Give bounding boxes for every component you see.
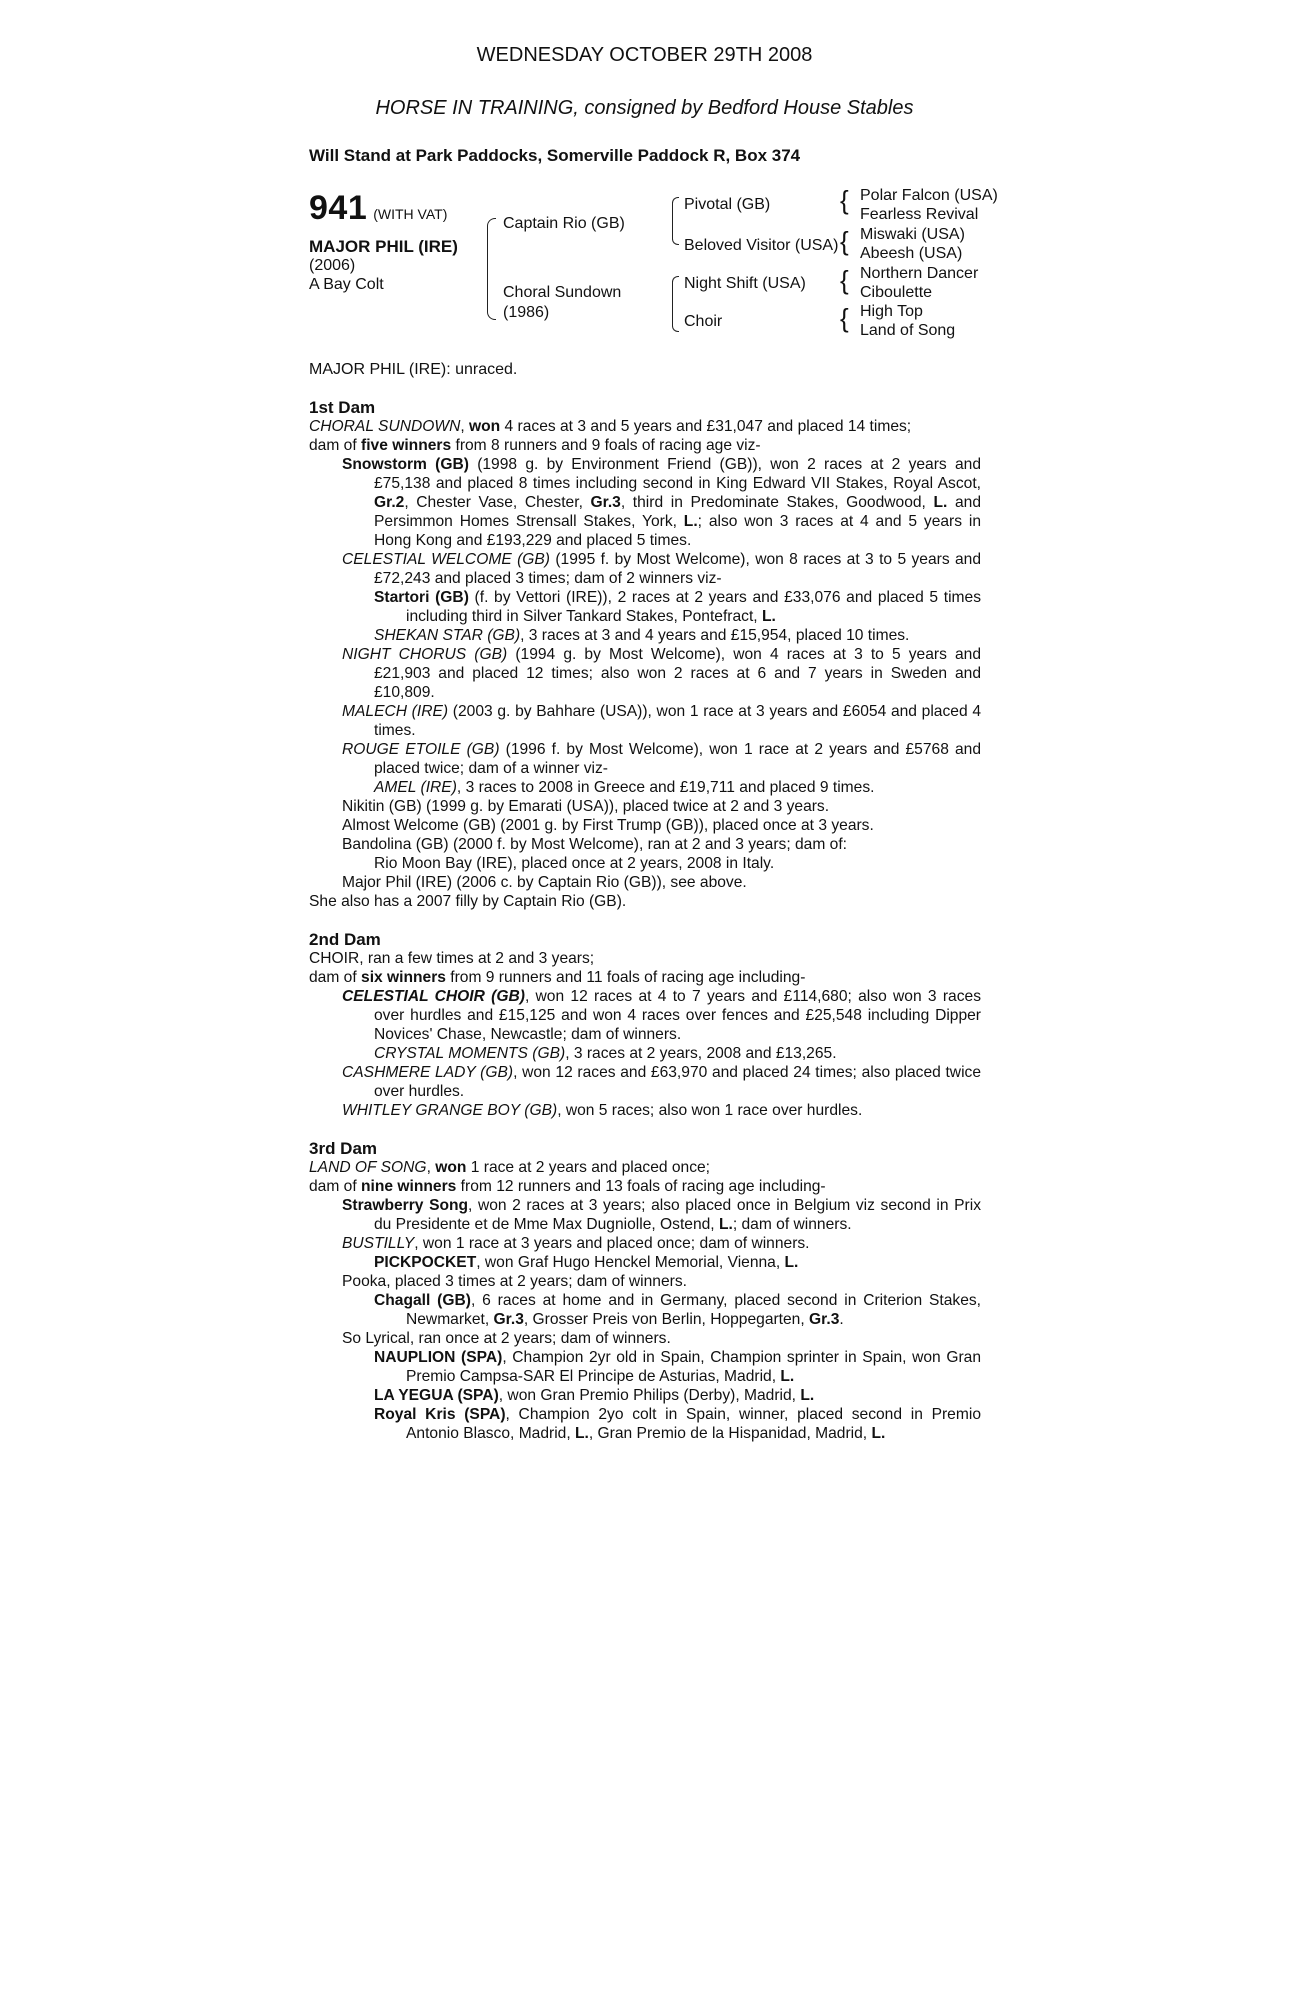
pedigree-dam-year: (1986) bbox=[503, 304, 550, 321]
text: ; dam of winners. bbox=[732, 1216, 852, 1233]
text: dam of bbox=[309, 437, 362, 454]
lot-heading bbox=[309, 189, 447, 228]
produce-name: SHEKAN STAR (GB) bbox=[374, 627, 521, 644]
pedigree-gg7: High Top bbox=[860, 303, 923, 320]
winners-count: nine winners bbox=[361, 1178, 457, 1195]
produce-name: Royal Kris (SPA) bbox=[374, 1406, 506, 1423]
text: and Persimmon Homes Strensall Stakes, York, bbox=[374, 494, 981, 530]
text: (f. by Vettori (IRE)), 2 races at 2 years and £33,076 and placed 5 times including third in Silver Tankard Stakes, Pontefract, bbox=[406, 589, 982, 625]
pedigree-brace-g4: { bbox=[840, 303, 849, 333]
produce-cashmere-lady bbox=[309, 1063, 981, 1101]
dam-name: LAND OF SONG bbox=[309, 1159, 427, 1176]
second-dam-summary: CHOIR, ran a few times at 2 and 3 years; bbox=[309, 950, 595, 967]
text: , won 1 race at 3 years and placed once; dam of winners. bbox=[414, 1235, 810, 1252]
winners-count: five winners bbox=[361, 437, 452, 454]
third-dam-summary: LAND OF SONG, won 1 race at 2 years and placed once; bbox=[309, 1159, 711, 1176]
pedigree-brace-g3: { bbox=[840, 265, 849, 295]
produce-bustilly bbox=[309, 1234, 981, 1253]
produce-name: WHITLEY GRANGE BOY (GB) bbox=[342, 1102, 558, 1119]
text: (1998 g. by Environment Friend (GB)), won 2 races at 2 years and £75,138 and placed 8 times including second in King Edward VII Stakes, Royal Ascot, bbox=[374, 456, 981, 492]
pedigree-gg6: Ciboulette bbox=[860, 284, 933, 301]
produce-crystal-moments bbox=[309, 1044, 981, 1063]
pedigree-gg4: Abeesh (USA) bbox=[860, 245, 963, 262]
produce-celestial-choir bbox=[309, 987, 981, 1044]
produce-shekan-star bbox=[309, 626, 981, 645]
spacer bbox=[309, 911, 981, 930]
produce-name: CELESTIAL WELCOME (GB) bbox=[342, 551, 550, 568]
dam-record: 4 races at 3 and 5 years and £31,047 and placed 14 times; bbox=[500, 418, 912, 435]
produce-name: ROUGE ETOILE (GB) bbox=[342, 741, 500, 758]
produce-name: Strawberry Song bbox=[342, 1197, 469, 1214]
pedigree-sire-dam: Beloved Visitor (USA) bbox=[684, 237, 839, 254]
produce-startori bbox=[309, 588, 981, 626]
horse-description: A Bay Colt bbox=[309, 276, 384, 293]
produce-rouge-etoile bbox=[309, 740, 981, 778]
pedigree-brace-sire bbox=[672, 197, 679, 245]
text: from 9 runners and 11 foals of racing age including- bbox=[445, 969, 806, 986]
pedigree-brace-g1: { bbox=[840, 185, 849, 215]
text: , third in Predominate Stakes, Goodwood, bbox=[620, 494, 934, 511]
pedigree-sire-sire: Pivotal (GB) bbox=[684, 196, 771, 213]
pedigree-dam-sire: Night Shift (USA) bbox=[684, 275, 806, 292]
dam-name: CHORAL SUNDOWN bbox=[309, 418, 461, 435]
text: (1994 g. by Most Welcome), won 4 races at 3 to 5 years and £21,903 and placed 12 times; also won 2 races at 6 and 7 years in Sweden and £10,809. bbox=[374, 646, 981, 701]
text: , won 2 races at 3 years; also placed once in Belgium viz second in Prix du Presidente et de Mme Max Dugniolle, Ostend, bbox=[374, 1197, 981, 1233]
vat-note: (WITH VAT) bbox=[373, 206, 448, 222]
first-dam-summary: CHORAL SUNDOWN, won 4 races at 3 and 5 years and £31,047 and placed 14 times; bbox=[309, 418, 912, 435]
pedigree-brace-g2: { bbox=[840, 226, 849, 256]
second-dam-heading: 2nd Dam bbox=[309, 930, 381, 949]
grade-label: Gr.2 bbox=[374, 494, 405, 511]
winners-count: six winners bbox=[361, 969, 446, 986]
grade-label: Gr.3 bbox=[493, 1311, 524, 1328]
produce-name: LA YEGUA (SPA) bbox=[374, 1387, 499, 1404]
produce-almost-welcome: Almost Welcome (GB) (2001 g. by First Trump (GB)), placed once at 3 years. bbox=[342, 817, 874, 834]
first-dam-produce-summary bbox=[309, 436, 981, 455]
produce-bandolina: Bandolina (GB) (2000 f. by Most Welcome), ran at 2 and 3 years; dam of: bbox=[342, 836, 848, 853]
pedigree-gg3: Miswaki (USA) bbox=[860, 226, 965, 243]
text: ; also won 3 races at 4 and 5 years in Hong Kong and £193,229 and placed 5 times. bbox=[374, 513, 982, 549]
pedigree-dam-dam: Choir bbox=[684, 313, 723, 330]
text: (1996 f. by Most Welcome), won 1 race at 2 years and £5768 and placed twice; dam of a winner viz- bbox=[374, 741, 981, 777]
produce-whitley-grange-boy bbox=[309, 1101, 981, 1120]
text: , Chester Vase, Chester, bbox=[404, 494, 591, 511]
produce-amel bbox=[309, 778, 981, 797]
produce-rio-moon-bay: Rio Moon Bay (IRE), placed once at 2 years, 2008 in Italy. bbox=[374, 855, 775, 872]
won-label: won bbox=[435, 1159, 467, 1176]
produce-chagall bbox=[309, 1291, 981, 1329]
text: dam of bbox=[309, 969, 362, 986]
lot-number: 941 bbox=[309, 189, 368, 227]
produce-name: MALECH (IRE) bbox=[342, 703, 449, 720]
produce-nauplion bbox=[309, 1348, 981, 1386]
sale-date: WEDNESDAY OCTOBER 29TH 2008 bbox=[476, 44, 813, 66]
text: , 3 races at 3 and 4 years and £15,954, placed 10 times. bbox=[520, 627, 910, 644]
produce-la-yegua bbox=[309, 1386, 981, 1405]
listed-label: L. bbox=[761, 608, 776, 625]
text: , Champion 2yo colt in Spain, winner, placed second in Premio Antonio Blasco, Madrid, bbox=[406, 1406, 981, 1442]
second-dam-produce-summary bbox=[309, 968, 981, 987]
text: , won Gran Premio Philips (Derby), Madrid, bbox=[498, 1387, 801, 1404]
produce-name: CRYSTAL MOMENTS (GB) bbox=[374, 1045, 566, 1062]
listed-label: L. bbox=[800, 1387, 815, 1404]
produce-pickpocket bbox=[309, 1253, 981, 1272]
spacer bbox=[309, 1120, 981, 1139]
first-dam-note: She also has a 2007 filly by Captain Rio (GB). bbox=[309, 893, 627, 910]
listed-label: L. bbox=[871, 1425, 886, 1442]
listed-label: L. bbox=[683, 513, 698, 530]
text: (1995 f. by Most Welcome), won 8 races at 3 to 5 years and £72,243 and placed 3 times; dam of 2 winners viz- bbox=[374, 551, 981, 587]
race-record: MAJOR PHIL (IRE): unraced. bbox=[309, 361, 518, 378]
produce-name: PICKPOCKET bbox=[374, 1254, 477, 1271]
text: (2003 g. by Bahhare (USA)), won 1 race at 3 years and £6054 and placed 4 times. bbox=[374, 703, 981, 739]
text: dam of bbox=[309, 1178, 362, 1195]
produce-name: Startori (GB) bbox=[374, 589, 469, 606]
horse-name: MAJOR PHIL (IRE) bbox=[309, 237, 458, 256]
produce-night-chorus bbox=[309, 645, 981, 702]
pedigree-brace-main bbox=[487, 218, 496, 320]
pedigree-gg1: Polar Falcon (USA) bbox=[860, 187, 998, 204]
text: , Grosser Preis von Berlin, Hoppegarten, bbox=[523, 1311, 810, 1328]
stabling-location: Will Stand at Park Paddocks, Somerville Paddock R, Box 374 bbox=[309, 146, 801, 165]
produce-snowstorm bbox=[309, 455, 981, 550]
text: , Champion 2yr old in Spain, Champion sprinter in Spain, won Gran Premio Campsa-SAR El Principe de Asturias, Madrid, bbox=[406, 1349, 982, 1385]
produce-pooka: Pooka, placed 3 times at 2 years; dam of winners. bbox=[342, 1273, 687, 1290]
pedigree-brace-dam bbox=[672, 276, 679, 332]
produce-name: Snowstorm (GB) bbox=[342, 456, 469, 473]
text: , won 12 races at 4 to 7 years and £114,680; also won 3 races over hurdles and £15,125 and won 4 races over fences and £25,548 including Dipper Novices' Chase, Newcastle; dam of winners. bbox=[374, 988, 981, 1043]
text: , 3 races to 2008 in Greece and £19,711 and placed 9 times. bbox=[456, 779, 875, 796]
listed-label: L. bbox=[933, 494, 948, 511]
listed-label: L. bbox=[718, 1216, 733, 1233]
produce-royal-kris bbox=[309, 1405, 981, 1443]
horse-year: (2006) bbox=[309, 257, 356, 274]
produce-name: NAUPLION (SPA) bbox=[374, 1349, 503, 1366]
text: , 6 races at home and in Germany, placed second in Criterion Stakes, Newmarket, bbox=[406, 1292, 981, 1328]
grade-label: Gr.3 bbox=[809, 1311, 840, 1328]
pedigree-gg2: Fearless Revival bbox=[860, 206, 979, 223]
produce-nikitin: Nikitin (GB) (1999 g. by Emarati (USA)), placed twice at 2 and 3 years. bbox=[342, 798, 830, 815]
pedigree-dam: Choral Sundown bbox=[503, 284, 622, 301]
produce-name: CELESTIAL CHOIR (GB) bbox=[342, 988, 525, 1005]
produce-name: CASHMERE LADY (GB) bbox=[342, 1064, 514, 1081]
produce-celestial-welcome bbox=[309, 550, 981, 588]
produce-name: BUSTILLY bbox=[342, 1235, 415, 1252]
won-label: won bbox=[469, 418, 501, 435]
pedigree-sire: Captain Rio (GB) bbox=[503, 215, 625, 232]
produce-major-phil: Major Phil (IRE) (2006 c. by Captain Rio (GB)), see above. bbox=[342, 874, 747, 891]
produce-strawberry-song bbox=[309, 1196, 981, 1234]
grade-label: Gr.3 bbox=[590, 494, 621, 511]
text: , won 5 races; also won 1 race over hurdles. bbox=[557, 1102, 863, 1119]
text: , won Graf Hugo Henckel Memorial, Vienna, bbox=[476, 1254, 785, 1271]
produce-name: AMEL (IRE) bbox=[374, 779, 457, 796]
produce-so-lyrical: So Lyrical, ran once at 2 years; dam of winners. bbox=[342, 1330, 671, 1347]
produce-malech bbox=[309, 702, 981, 740]
text: from 8 runners and 9 foals of racing age viz- bbox=[451, 437, 761, 454]
consignment-subtitle: HORSE IN TRAINING, consigned by Bedford House Stables bbox=[375, 97, 914, 119]
third-dam-heading: 3rd Dam bbox=[309, 1139, 378, 1158]
text: , Gran Premio de la Hispanidad, Madrid, bbox=[588, 1425, 872, 1442]
text: , 3 races at 2 years, 2008 and £13,265. bbox=[565, 1045, 837, 1062]
listed-label: L. bbox=[784, 1254, 799, 1271]
text: from 12 runners and 13 foals of racing age including- bbox=[456, 1178, 826, 1195]
third-dam-produce-summary bbox=[309, 1177, 981, 1196]
pedigree-gg8: Land of Song bbox=[860, 322, 956, 339]
listed-label: L. bbox=[780, 1368, 795, 1385]
listed-label: L. bbox=[575, 1425, 589, 1442]
text: . bbox=[839, 1311, 844, 1328]
produce-name: Chagall (GB) bbox=[374, 1292, 471, 1309]
produce-name: NIGHT CHORUS (GB) bbox=[342, 646, 508, 663]
first-dam-heading: 1st Dam bbox=[309, 398, 376, 417]
family-notes bbox=[309, 398, 981, 1443]
dam-record: 1 race at 2 years and placed once; bbox=[466, 1159, 711, 1176]
text: , won 12 races and £63,970 and placed 24 times; also placed twice over hurdles. bbox=[374, 1064, 981, 1100]
pedigree-gg5: Northern Dancer bbox=[860, 265, 979, 282]
